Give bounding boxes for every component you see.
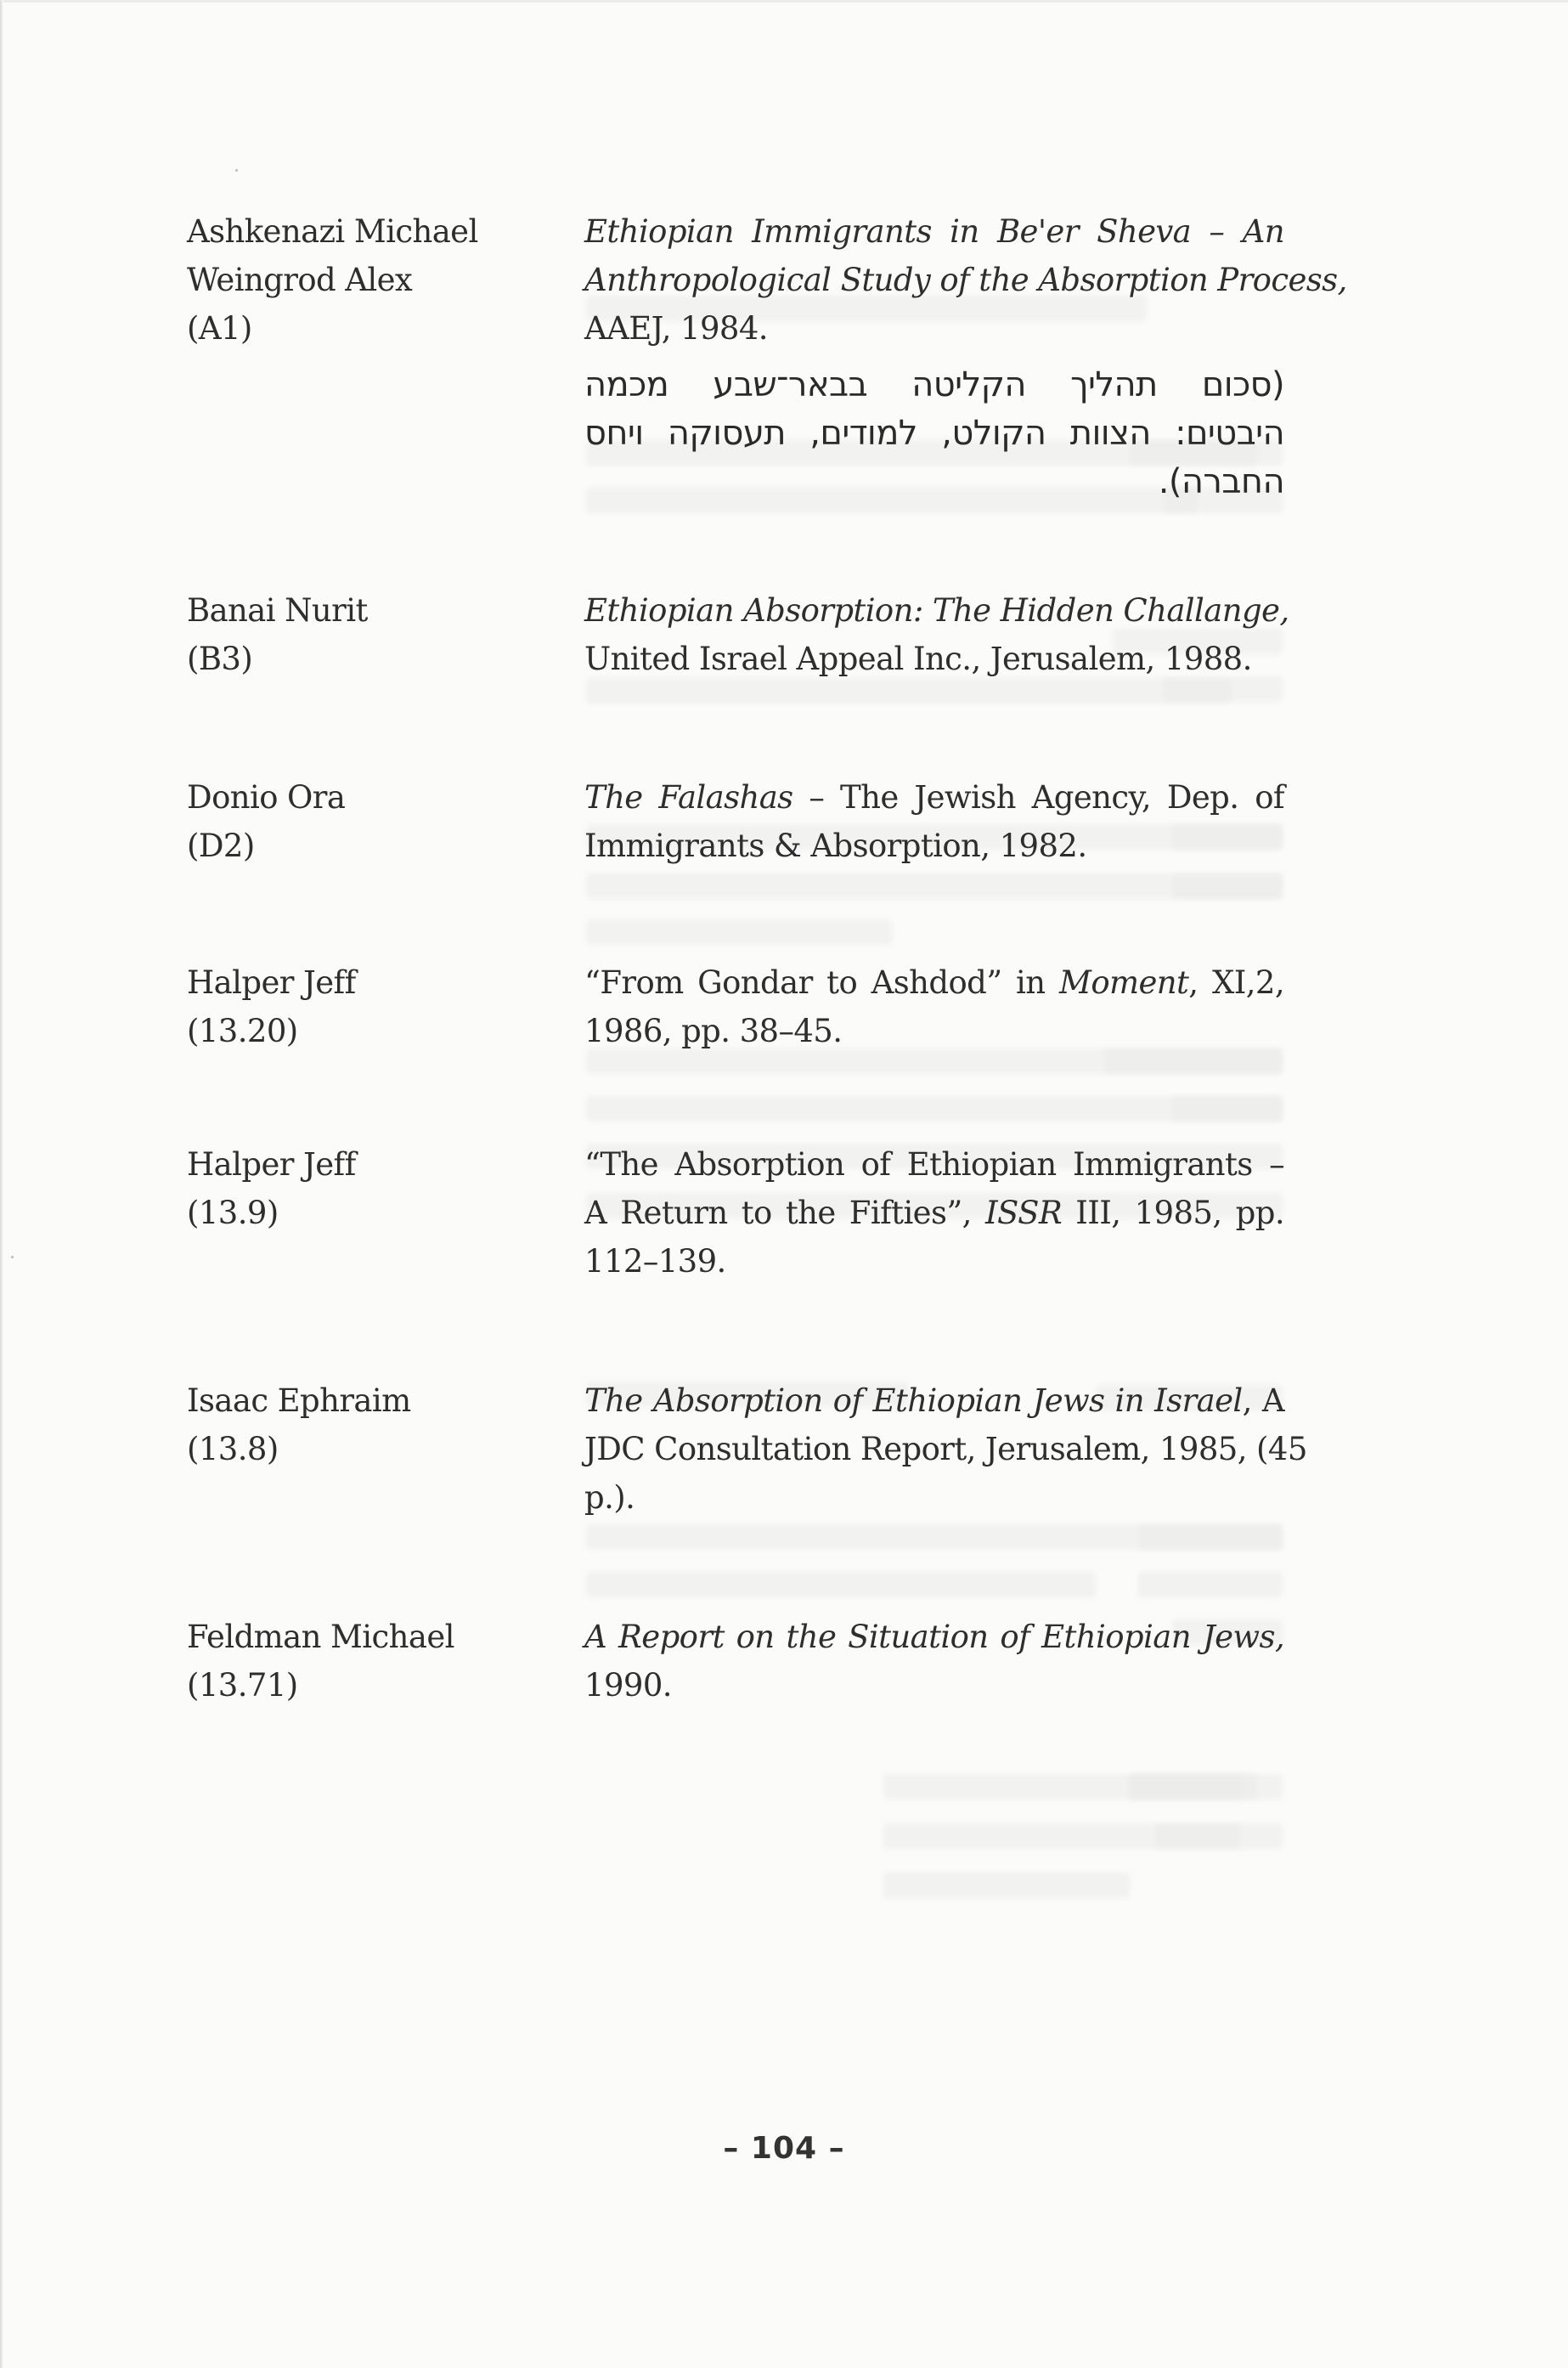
citation-title: A Return to the Fifties”, (584, 1195, 985, 1231)
bibliography-entry (187, 958, 1284, 1055)
entry-authors (187, 958, 584, 1055)
citation-line (584, 1376, 1284, 1425)
entry-code: (13.20) (187, 1013, 298, 1049)
paper-speck (11, 1256, 14, 1258)
citation-publisher: , A (1242, 1382, 1284, 1419)
entry-code: (D2) (187, 828, 255, 864)
hebrew-summary (584, 361, 1284, 506)
citation-title: Ethiopian Absorption: The Hidden Challange, (584, 592, 1289, 629)
citation-pages: 1986, pp. 38–45. (584, 1013, 843, 1049)
citation-title: Ethiopian Immigrants in Be'er Sheva – An (584, 213, 1284, 250)
citation-volume: III, 1985, pp. (1062, 1195, 1284, 1231)
hebrew-summary-line: (סכום תהליך הקליטה בבאר־שבע מכמה (584, 365, 1284, 404)
citation-line (584, 773, 1284, 822)
citation-pages: p.). (584, 1479, 635, 1516)
page-number: – 104 – (723, 2131, 845, 2166)
entry-citation (584, 1376, 1307, 1522)
citation-title: “The Absorption of Ethiopian Immigrants – (584, 1146, 1284, 1183)
entry-authors (187, 207, 584, 506)
entry-code: (13.9) (187, 1195, 279, 1231)
author-name: Donio Ora (187, 779, 346, 816)
hebrew-summary-line: החברה). (1158, 462, 1284, 501)
bibliography-entry (187, 773, 1284, 870)
bibliography-entry (187, 1613, 1284, 1710)
entry-citation (584, 207, 1347, 506)
entry-code: (13.8) (187, 1431, 279, 1467)
citation-title: The Falashas (584, 779, 793, 816)
citation-title: Anthropological Study of the Absorption Process, (584, 262, 1347, 298)
author-name: Ashkenazi Michael (187, 213, 478, 250)
citation-title: “From Gondar to Ashdod” in (584, 964, 1060, 1001)
bibliography-entry (187, 207, 1347, 506)
entry-code: (13.71) (187, 1667, 298, 1704)
author-name: Banai Nurit (187, 592, 368, 629)
citation-publisher: United Israel Appeal Inc., Jerusalem, 1988. (584, 641, 1252, 677)
bibliography-entry (187, 1376, 1307, 1522)
entry-authors (187, 1613, 584, 1710)
citation-pages: 112–139. (584, 1243, 726, 1280)
author-name: Halper Jeff (187, 1146, 356, 1183)
citation-publisher: JDC Consultation Report, Jerusalem, 1985, (45 (584, 1431, 1307, 1467)
bibliography-entry (187, 586, 1289, 683)
citation-title: The Absorption of Ethiopian Jews in Israel (584, 1382, 1243, 1419)
citation-title: A Report on the Situation of Ethiopian Jews, (584, 1619, 1284, 1655)
entry-authors (187, 1376, 584, 1522)
author-name: Weingrod Alex (187, 262, 413, 298)
entry-authors (187, 1140, 584, 1286)
page-left-edge (0, 0, 3, 2368)
entry-code: (B3) (187, 641, 253, 677)
citation-line (584, 958, 1284, 1007)
entry-citation (584, 1613, 1284, 1710)
entry-citation (584, 1140, 1284, 1286)
author-name: Halper Jeff (187, 964, 356, 1001)
author-name: Feldman Michael (187, 1619, 454, 1655)
citation-line (584, 1189, 1284, 1237)
journal-name: ISSR (984, 1195, 1063, 1231)
author-name: Isaac Ephraim (187, 1382, 411, 1419)
paper-speck (235, 169, 238, 172)
bibliography-entry (187, 1140, 1284, 1286)
citation-publisher: AAEJ, 1984. (584, 310, 768, 347)
citation-publisher: – The Jewish Agency, Dep. of (792, 779, 1284, 816)
journal-name: Moment (1059, 964, 1189, 1001)
citation-publisher: Immigrants & Absorption, 1982. (584, 828, 1087, 864)
citation-year: 1990. (584, 1667, 672, 1704)
entry-citation (584, 958, 1284, 1055)
entry-citation (584, 586, 1289, 683)
entry-authors (187, 773, 584, 870)
entry-citation (584, 773, 1284, 870)
hebrew-summary-line: היבטים: הצוות הקולט, למודים, תעסוקה ויחס (584, 414, 1284, 453)
page-top-edge (0, 0, 1568, 3)
entry-code: (A1) (187, 310, 252, 347)
citation-volume: , XI,2, (1188, 964, 1284, 1001)
entry-authors (187, 586, 584, 683)
